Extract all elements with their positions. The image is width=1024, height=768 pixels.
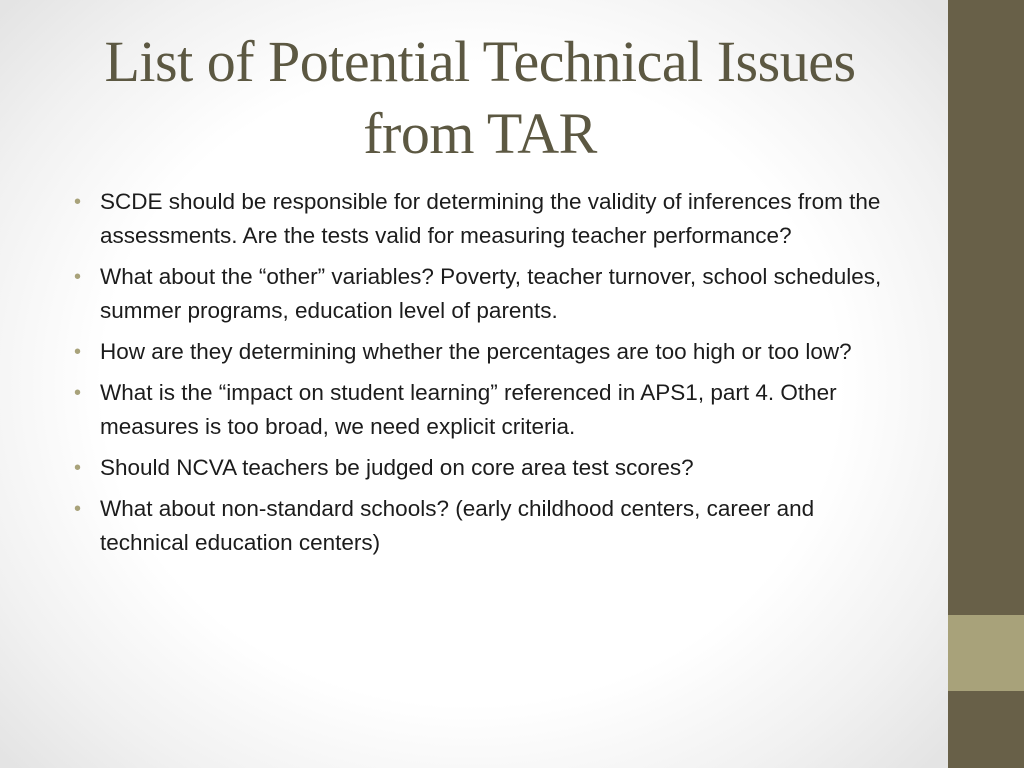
bullet-marker: •: [74, 266, 82, 288]
bullet-item: [74, 260, 904, 328]
bullet-text: What about the “other” variables? Poverty, teacher turnover, school schedules, summer programs, education level of parents.: [100, 264, 882, 323]
bullet-text: What is the “impact on student learning” referenced in APS1, part 4. Other measures is too broad, we need explicit criteria.: [100, 380, 837, 439]
bullet-text: How are they determining whether the percentages are too high or too low?: [100, 339, 852, 364]
bullet-marker: •: [74, 382, 82, 404]
bullet-text: What about non-standard schools? (early childhood centers, career and technical education centers): [100, 496, 815, 555]
bullet-item: [74, 185, 904, 253]
bullet-item: [74, 376, 904, 444]
bullet-marker: •: [74, 457, 82, 479]
bullet-item: [74, 451, 904, 485]
bullet-marker: •: [74, 191, 82, 213]
slide-title: List of Potential Technical Issues from TAR: [104, 29, 856, 166]
bullet-text: SCDE should be responsible for determining the validity of inferences from the assessments. Are the tests valid for measuring teacher performance?: [100, 189, 881, 248]
bullet-list: [74, 185, 904, 567]
bullet-text: Should NCVA teachers be judged on core area test scores?: [100, 455, 694, 480]
bullet-marker: •: [74, 498, 82, 520]
sidebar-accent-block: [948, 615, 1024, 691]
bullet-item: [74, 492, 904, 560]
bullet-item: [74, 335, 904, 369]
bullet-marker: •: [74, 341, 82, 363]
